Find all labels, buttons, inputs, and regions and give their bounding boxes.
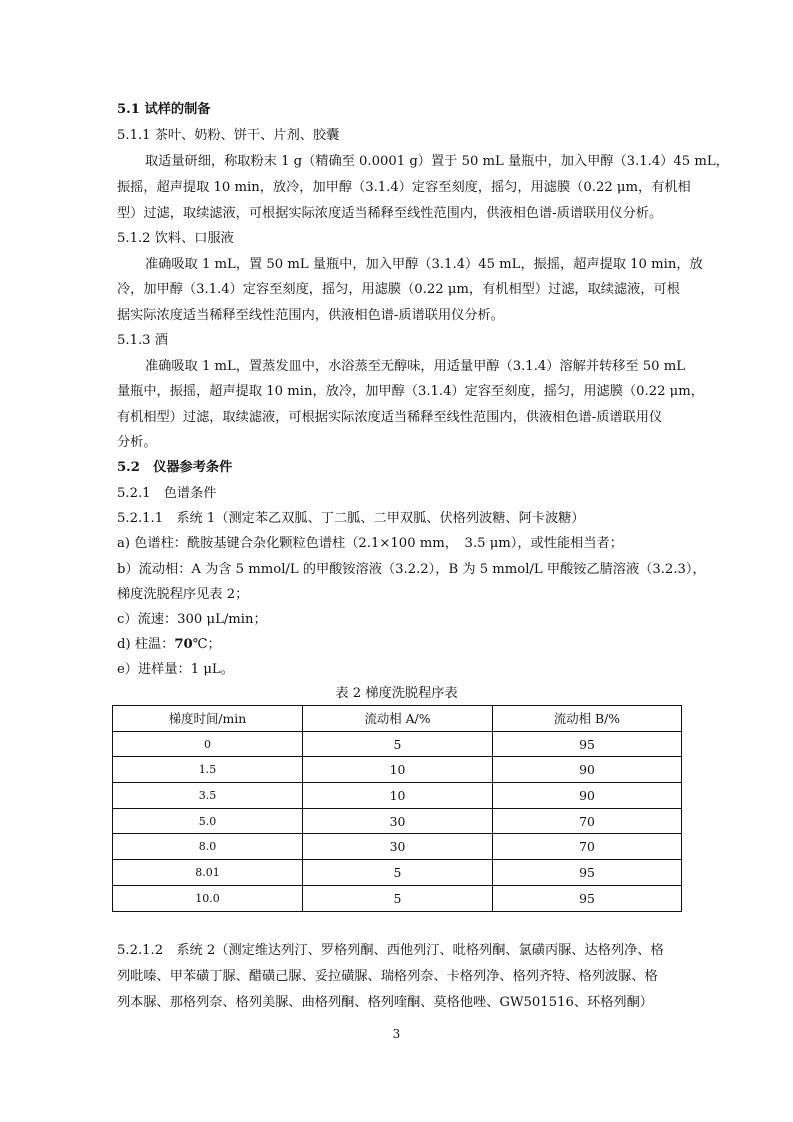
table-header-cell: 梯度时间/min (113, 706, 303, 732)
table-cell: 10 (303, 757, 493, 783)
section-5-2-1-title: 5.2.1 色谱条件 (117, 486, 217, 501)
table-cell: 10.0 (113, 885, 303, 911)
paragraph-line: 有机相型）过滤，取续滤液，可根据实际浓度适当稀释至线性范围内，供液相色谱-质谱联用仪 (117, 410, 663, 425)
table-cell: 90 (493, 783, 682, 809)
paragraph-line: 准确吸取 1 mL，置 50 mL 量瓶中，加入甲醇（3.1.4）45 mL，振摇，超声提取 10 min，放 (145, 257, 703, 272)
table-cell: 90 (493, 757, 682, 783)
item-d-value: 70 (174, 637, 193, 652)
page-number: 3 (392, 1027, 401, 1041)
paragraph-line: 型）过滤，取续滤液，可根据实际浓度适当稀释至线性范围内，供液相色谱-质谱联用仪分析。 (117, 206, 663, 221)
paragraph-line: 分析。 (117, 435, 157, 450)
table-row (113, 757, 682, 783)
table-header-row (113, 706, 682, 732)
table-cell: 30 (303, 808, 493, 834)
table-cell: 95 (493, 885, 682, 911)
table-cell: 30 (303, 834, 493, 860)
table-cell: 5 (303, 731, 493, 757)
item-e: e）进样量：1 μL。 (117, 662, 234, 677)
section-5-2-1-2: 5.2.1.2 系统 2（测定维达列汀、罗格列酮、西他列汀、吡格列酮、氯磺丙脲、达格列净、格 (117, 943, 664, 958)
table-cell: 70 (493, 808, 682, 834)
section-5-1-1-title: 5.1.1 茶叶、奶粉、饼干、片剂、胶囊 (117, 128, 340, 143)
table-cell: 95 (493, 860, 682, 886)
section-5-1-title: 5.1 试样的制备 (117, 102, 211, 117)
table-row (113, 808, 682, 834)
section-5-1-2-title: 5.1.2 饮料、口服液 (117, 231, 234, 246)
table-row (113, 834, 682, 860)
table-cell: 5 (303, 885, 493, 911)
paragraph-line: 量瓶中，振摇，超声提取 10 min，放冷，加甲醇（3.1.4）定容至刻度，摇匀，用滤膜（0.22 μm， (117, 384, 704, 399)
gradient-table (112, 705, 682, 912)
table-cell: 0 (113, 731, 303, 757)
paragraph-line: 准确吸取 1 mL，置蒸发皿中，水浴蒸至无醇味，用适量甲醇（3.1.4）溶解并转移至 50 mL (145, 359, 686, 374)
paragraph-line: 据实际浓度适当稀释至线性范围内，供液相色谱-质谱联用仪分析。 (117, 308, 504, 323)
paragraph-line: 振摇，超声提取 10 min，放冷，加甲醇（3.1.4）定容至刻度，摇匀，用滤膜（0.22 μm，有机相 (117, 180, 691, 195)
table-cell: 70 (493, 834, 682, 860)
table-row (113, 783, 682, 809)
section-5-2-title: 5.2 仪器参考条件 (117, 460, 233, 475)
item-b: b）流动相：A 为含 5 mmol/L 的甲酸铵溶液（3.2.2），B 为 5 mmol/L 甲酸铵乙腈溶液（3.2.3）， (117, 562, 706, 577)
item-b-continued: 梯度洗脱程序见表 2； (117, 587, 249, 602)
paragraph-line: 列本脲、那格列奈、格列美脲、曲格列酮、格列喹酮、莫格他唑、GW501516、环格列酮） (117, 995, 653, 1010)
table-cell: 10 (303, 783, 493, 809)
section-5-2-1-1-title: 5.2.1.1 系统 1（测定苯乙双胍、丁二胍、二甲双胍、伏格列波糖、阿卡波糖） (117, 511, 585, 526)
table-header-cell: 流动相 B/% (493, 706, 682, 732)
table-row (113, 885, 682, 911)
paragraph-line: 冷，加甲醇（3.1.4）定容至刻度，摇匀，用滤膜（0.22 μm，有机相型）过滤，取续滤液，可根 (117, 282, 680, 297)
paragraph-line: 取适量研细，称取粉末 1 g（精确至 0.0001 g）置于 50 mL 量瓶中，加入甲醇（3.1.4）45 mL， (145, 154, 729, 169)
table-cell: 1.5 (113, 757, 303, 783)
section-5-1-3-title: 5.1.3 酒 (117, 333, 168, 348)
table-row (113, 860, 682, 886)
paragraph-line: 列吡嗪、甲苯磺丁脲、醋磺己脲、妥拉磺脲、瑞格列奈、卡格列净、格列齐特、格列波脲、格 (117, 969, 658, 984)
table-caption: 表 2 梯度洗脱程序表 (335, 686, 458, 701)
table-cell: 3.5 (113, 783, 303, 809)
table-cell: 8.01 (113, 860, 303, 886)
item-d (117, 635, 687, 655)
table-row (113, 731, 682, 757)
table-header-cell: 流动相 A/% (303, 706, 493, 732)
item-a: a) 色谱柱：酰胺基键合杂化颗粒色谱柱（2.1×100 mm， 3.5 μm），或性能相当者； (117, 536, 623, 551)
item-d-unit: ℃； (192, 637, 221, 652)
item-d-label: d) 柱温： (117, 637, 175, 652)
table-cell: 8.0 (113, 834, 303, 860)
item-c: c）流速：300 μL/min； (117, 612, 267, 627)
table-cell: 5.0 (113, 808, 303, 834)
table-cell: 95 (493, 731, 682, 757)
table-cell: 5 (303, 860, 493, 886)
